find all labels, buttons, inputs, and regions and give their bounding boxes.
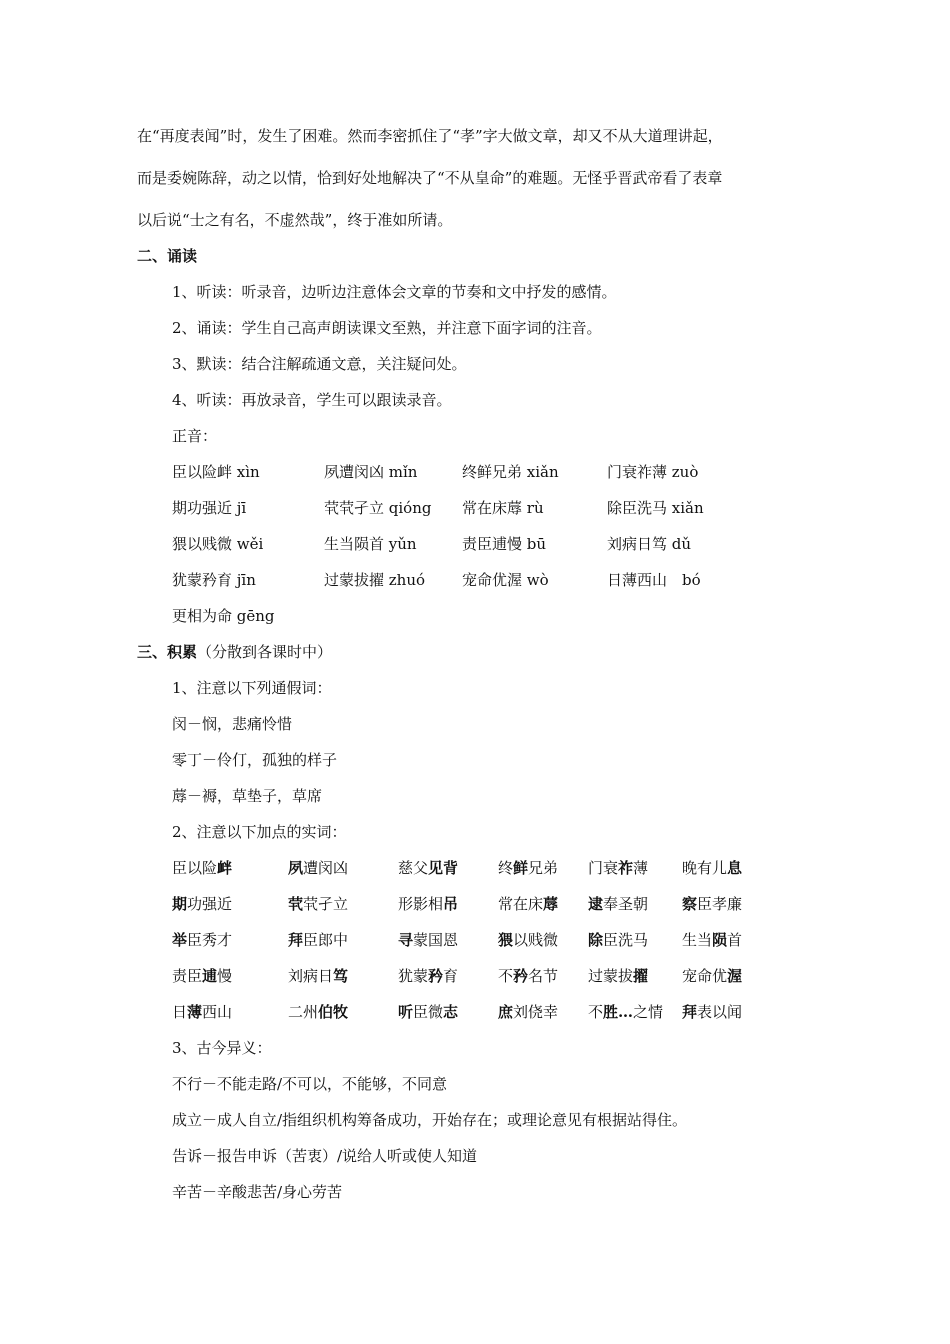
key-character: 吊 [443,895,459,913]
context-text: 之情 [633,1003,664,1021]
key-character: 寻 [398,931,414,949]
context-text: 臣微 [413,1003,444,1021]
tongjia-item-1: 闵－悯，悲痛怜惜 [172,715,293,733]
shici-heading: 2、注意以下加点的实词： [172,823,347,841]
context-text: 兄弟 [528,859,559,877]
pronunciation-item: 生当陨首 yǔn [324,535,417,553]
shici-item [682,857,742,879]
context-text: 臣孝廉 [697,895,743,913]
context-text: 臣以险 [172,859,218,877]
key-character: 除 [588,931,604,949]
key-character: 擢 [633,967,649,985]
context-text: 蒙国恩 [413,931,459,949]
context-text: 犹蒙 [398,967,429,985]
key-character: 夙 [288,859,304,877]
shici-item [682,929,742,951]
pronunciation-item: 更相为命 gēng [172,607,275,625]
pronunciation-item: 臣以险衅 xìn [172,463,260,481]
shici-row [172,1001,892,1023]
gujin-item-3: 告诉－报告申诉（苦衷）/说给人听或使人知道 [172,1147,478,1165]
key-character: 矜 [513,967,529,985]
context-text: 宠命优 [682,967,728,985]
shici-item [172,965,232,987]
context-text: 表以闻 [697,1003,743,1021]
key-character: 拜 [288,931,304,949]
pronunciation-item: 过蒙拔擢 zhuó [324,571,426,589]
intro-line-1: 在“再度表闻”时，发生了困难。然而李密抓住了“孝”字大做文章，却又不从大道理讲起， [137,127,723,145]
shici-item [588,1001,663,1023]
pronunciation-item: 常在床蓐 rù [462,499,544,517]
section-3-note: （分散到各课时中） [197,643,333,661]
recite-step-3: 3、默读：结合注解疏通文意，关注疑问处。 [172,355,467,373]
key-character: 矜 [428,967,444,985]
shici-row [172,893,892,915]
pronunciation-item: 猥以贱微 wěi [172,535,264,553]
context-text: 刘病日 [288,967,334,985]
shici-item [288,1001,348,1023]
shici-item [398,857,458,879]
shici-item [172,1001,232,1023]
section-3-title: 三、积累 [137,643,198,661]
context-text: 臣洗马 [603,931,649,949]
key-character: 笃 [333,967,349,985]
intro-line-3: 以后说“士之有名，不虚然哉”，终于准如所请。 [137,211,453,229]
key-character: 察 [682,895,698,913]
key-character: 期 [172,895,188,913]
section-2-heading: 二、诵读 [137,247,198,265]
shici-item [398,965,458,987]
shici-item [682,893,742,915]
pronunciation-item: 除臣洗马 xiǎn [607,499,704,517]
shici-item [682,1001,742,1023]
key-character: 茕 [288,895,304,913]
pronunciation-label: 正音： [172,427,218,445]
context-text: 刘侥幸 [513,1003,559,1021]
pronunciation-item: 期功强近 jī [172,499,247,517]
shici-item [288,893,348,915]
context-text: 育 [443,967,459,985]
context-text: 奉圣朝 [603,895,649,913]
key-character: 逮 [588,895,604,913]
key-character: 庶 [498,1003,514,1021]
context-text: 责臣 [172,967,203,985]
shici-item [588,929,648,951]
shici-item [682,965,742,987]
context-text: 晚有儿 [682,859,728,877]
pronunciation-row [172,605,892,627]
pronunciation-item: 茕茕孑立 qióng [324,499,432,517]
pronunciation-row [172,533,892,555]
pronunciation-item: 宠命优渥 wò [462,571,549,589]
key-character: 蓐 [543,895,559,913]
tongjia-item-3: 蓐－褥，草垫子，草席 [172,787,323,805]
key-character: 渥 [727,967,743,985]
shici-item [172,929,232,951]
section-3-heading [137,641,332,663]
pronunciation-item: 刘病日笃 dǔ [607,535,692,553]
key-character: 薄 [187,1003,203,1021]
context-text: 形影相 [398,895,444,913]
pronunciation-row [172,497,892,519]
context-text: 首 [727,931,743,949]
context-text: 生当 [682,931,713,949]
shici-item [398,929,458,951]
intro-line-2: 而是委婉陈辞，动之以情，恰到好处地解决了“不从皇命”的难题。无怪乎晋武帝看了表章 [137,169,723,187]
shici-item [498,929,558,951]
gujin-heading: 3、古今异义： [172,1039,272,1057]
pronunciation-item: 终鲜兄弟 xiǎn [462,463,559,481]
context-text: 遭闵凶 [303,859,349,877]
recite-step-2: 2、诵读：学生自己高声朗读课文至熟，并注意下面字词的注音。 [172,319,602,337]
key-character: 听 [398,1003,414,1021]
shici-item [288,965,348,987]
gujin-item-2: 成立－成人自立/指组织机构筹备成功，开始存在；或理论意见有根据站得住。 [172,1111,688,1129]
key-character: 鲜 [513,859,529,877]
key-character: 举 [172,931,188,949]
shici-item [172,857,232,879]
shici-item [288,929,348,951]
context-text: 不 [498,967,514,985]
key-character: 伯牧 [318,1003,349,1021]
context-text: 臣郎中 [303,931,349,949]
context-text: 薄 [633,859,649,877]
key-character: 见背 [428,859,459,877]
context-text: 二州 [288,1003,319,1021]
context-text: 终 [498,859,514,877]
key-character: 逋 [202,967,218,985]
shici-row [172,929,892,951]
context-text: 臣秀才 [187,931,233,949]
shici-item [288,857,348,879]
key-character: 衅 [217,859,233,877]
shici-item [498,1001,558,1023]
shici-item [172,893,232,915]
shici-item [498,857,558,879]
shici-row [172,857,892,879]
context-text: 常在床 [498,895,544,913]
context-text: 门衰 [588,859,619,877]
shici-item [588,893,648,915]
context-text: 西山 [202,1003,233,1021]
recite-step-4: 4、听读：再放录音，学生可以跟读录音。 [172,391,452,409]
context-text: 茕孑立 [303,895,349,913]
pronunciation-item: 犹蒙矜育 jīn [172,571,256,589]
key-character: 拜 [682,1003,698,1021]
pronunciation-row [172,461,892,483]
shici-item [588,965,648,987]
gujin-item-4: 辛苦－辛酸悲苦/身心劳苦 [172,1183,343,1201]
context-text: 名节 [528,967,559,985]
pronunciation-item: 日薄西山 bó [607,571,701,589]
key-character: 志 [443,1003,459,1021]
shici-item [398,1001,458,1023]
key-character: 祚 [618,859,634,877]
pronunciation-row [172,569,892,591]
pronunciation-item: 门衰祚薄 zuò [607,463,699,481]
recite-step-1: 1、听读：听录音，边听边注意体会文章的节奏和文中抒发的感情。 [172,283,617,301]
tongjia-heading: 1、注意以下列通假词： [172,679,332,697]
shici-item [588,857,648,879]
context-text: 日 [172,1003,188,1021]
key-character: 胜… [603,1003,634,1021]
shici-row [172,965,892,987]
key-character: 猥 [498,931,514,949]
context-text: 不 [588,1003,604,1021]
context-text: 功强近 [187,895,233,913]
gujin-item-1: 不行－不能走路/不可以，不能够，不同意 [172,1075,448,1093]
shici-item [498,965,558,987]
shici-item [398,893,458,915]
shici-item [498,893,558,915]
context-text: 过蒙拔 [588,967,634,985]
key-character: 陨 [712,931,728,949]
context-text: 以贱微 [513,931,559,949]
context-text: 慈父 [398,859,429,877]
pronunciation-item: 责臣逋慢 bū [462,535,547,553]
tongjia-item-2: 零丁－伶仃，孤独的样子 [172,751,338,769]
context-text: 慢 [217,967,233,985]
key-character: 息 [727,859,743,877]
pronunciation-item: 夙遭闵凶 mǐn [324,463,418,481]
